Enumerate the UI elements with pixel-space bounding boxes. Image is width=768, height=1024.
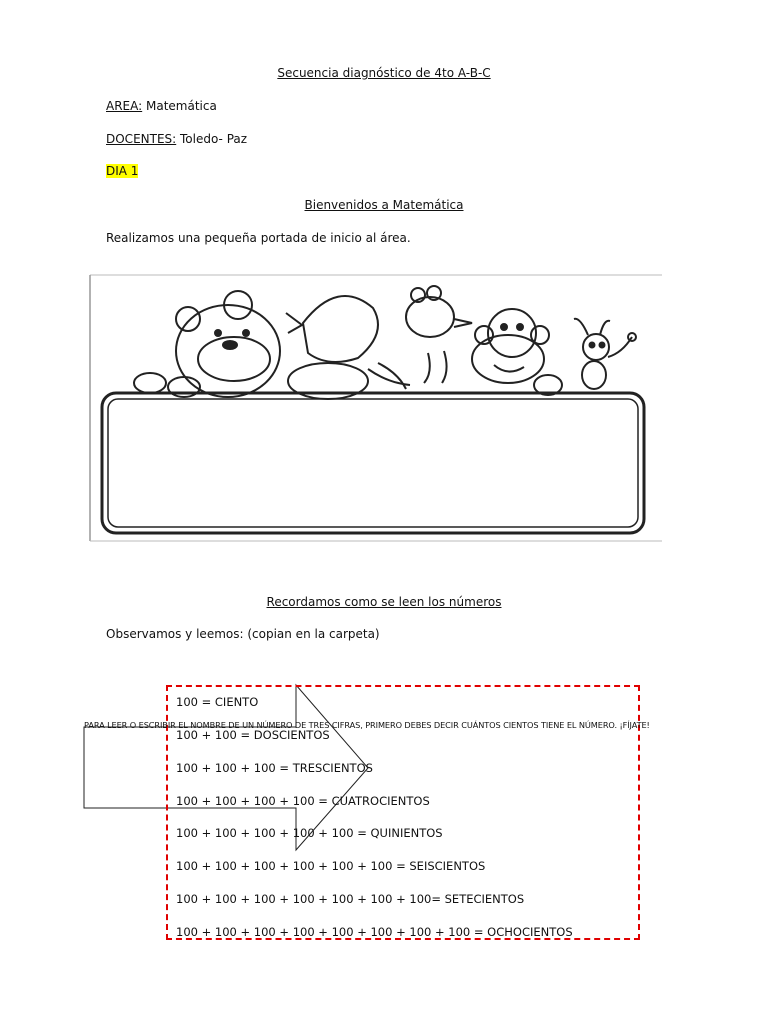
equation-line: 100 + 100 + 100 + 100 + 100 + 100 + 100 + 100 = OCHOCIENTOS bbox=[176, 925, 573, 939]
equation-line: 100 + 100 = DOSCIENTOS bbox=[176, 728, 330, 742]
area-label: AREA: bbox=[106, 99, 143, 113]
docentes-line bbox=[106, 132, 247, 146]
area-value: Matemática bbox=[142, 99, 217, 113]
equation-line: 100 + 100 + 100 + 100 + 100 + 100 + 100= SETECIENTOS bbox=[176, 892, 525, 906]
docentes-label: DOCENTES: bbox=[106, 132, 177, 146]
area-line bbox=[106, 99, 217, 113]
document-title: Secuencia diagnóstico de 4to A-B-C bbox=[277, 66, 491, 80]
equation-line: 100 + 100 + 100 + 100 + 100 + 100 = SEISCIENTOS bbox=[176, 859, 486, 873]
section1-title: Bienvenidos a Matemática bbox=[304, 198, 464, 212]
equation-line: 100 = CIENTO bbox=[176, 695, 259, 709]
animals-frame-drawing bbox=[88, 273, 664, 545]
docentes-value: Toledo- Paz bbox=[176, 132, 248, 146]
cover-frame-illustration bbox=[88, 273, 664, 545]
equation-line: 100 + 100 + 100 + 100 = CUATROCIENTOS bbox=[176, 794, 430, 808]
section2-instruction: Observamos y leemos: (copian en la carpeta) bbox=[106, 627, 380, 641]
day-line bbox=[106, 164, 138, 178]
section1-instruction: Realizamos una pequeña portada de inicio al área. bbox=[106, 231, 411, 245]
arrow-callout-text: PARA LEER O ESCRIBIR EL NOMBRE DE UN NÚMERO DE TRES CIFRAS, PRIMERO DEBES DECIR CUÁNTOS CIENTOS TIENE EL NÚMERO. ¡FÍJATE! bbox=[84, 720, 650, 730]
section2-title: Recordamos como se leen los números bbox=[266, 595, 502, 609]
equation-line: 100 + 100 + 100 + 100 + 100 = QUINIENTOS bbox=[176, 826, 443, 840]
equation-line: 100 + 100 + 100 = TRESCIENTOS bbox=[176, 761, 373, 775]
day-label: DIA 1 bbox=[106, 164, 139, 178]
